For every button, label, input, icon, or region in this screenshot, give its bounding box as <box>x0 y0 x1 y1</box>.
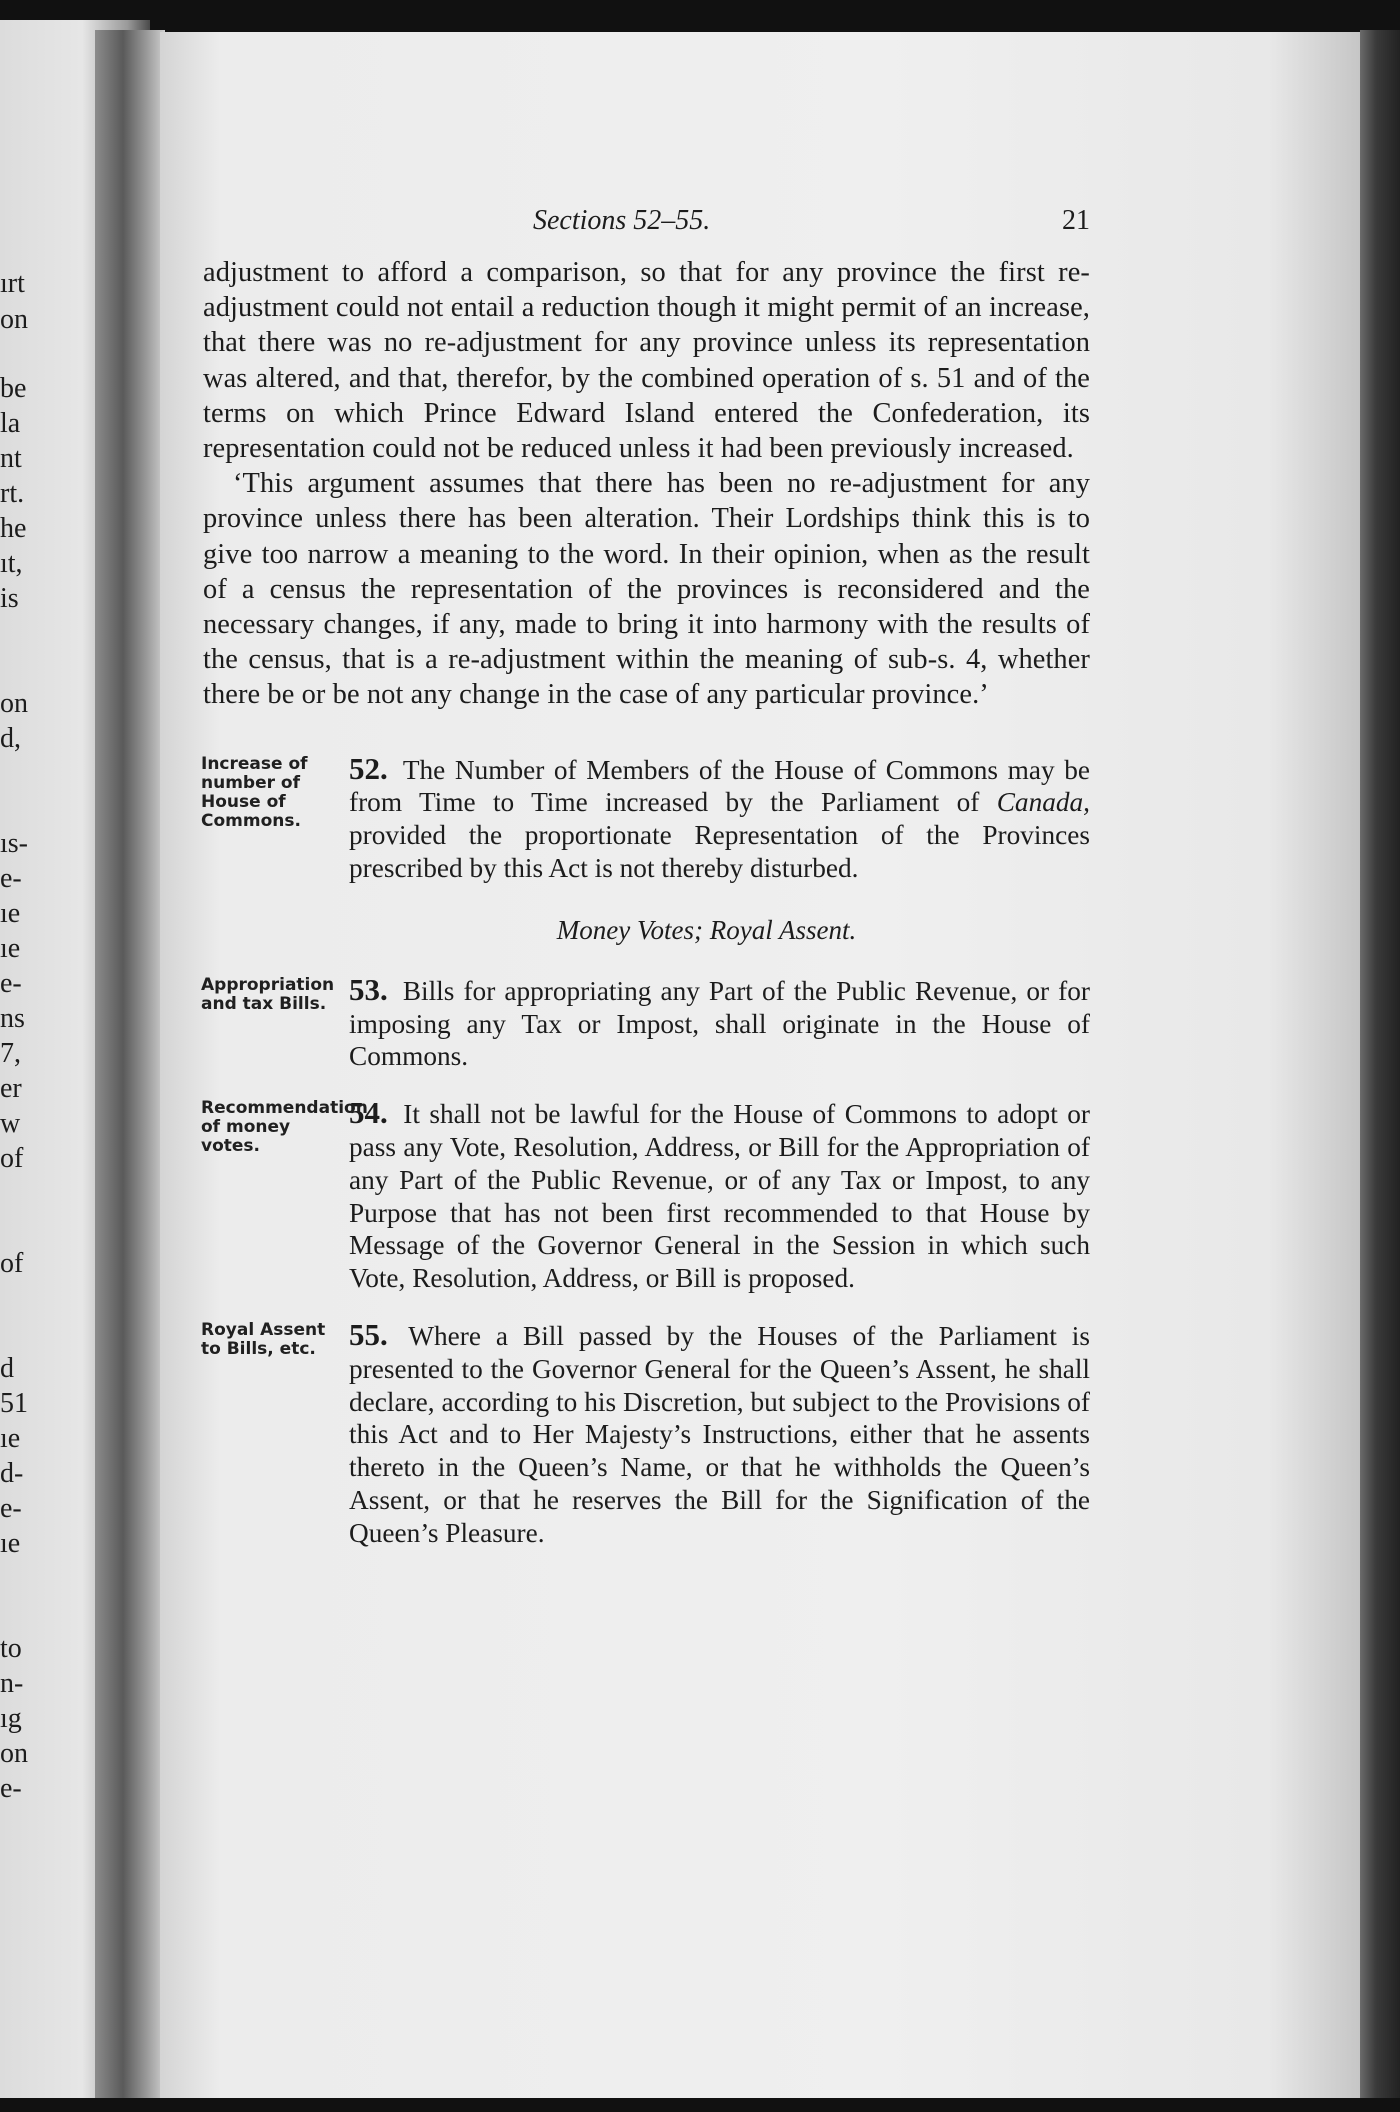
marginal-note: Recommendation of money votes. <box>201 1098 368 1157</box>
section-54 <box>203 1097 1090 1295</box>
section-text-part: The Number of Members of the House of Commons may be from Time to Time increased by the Parliament of <box>349 754 1090 818</box>
marginal-note: Royal Assent to Bills, etc. <box>201 1320 326 1359</box>
facing-page-fragment: on <box>0 304 28 335</box>
section-body: Bills for appropriating any Part of the Public Revenue, or for imposing any Tax or Impost, shall originate in the House of Commons. <box>349 975 1090 1072</box>
facing-page-fragment: ıe <box>0 1423 21 1454</box>
section-body: It shall not be lawful for the House of Commons to adopt or pass any Vote, Resolution, Address, or Bill for the Appropriation of any Part of the Public Revenue, or of any Tax or Impost, to any Purpose that has not been first recommended to that House by Message of the Governor General in the Session in which such Vote, Resolution, Address, or Bill is proposed. <box>349 1099 1090 1294</box>
page-content <box>203 205 1090 1550</box>
facing-page-fragment: d- <box>0 1458 24 1489</box>
section-number: 54. <box>349 1095 388 1131</box>
scan-top-border <box>0 0 1400 36</box>
scan-bottom-border <box>0 2098 1400 2112</box>
section-53 <box>201 971 1090 1073</box>
section-text <box>349 1097 1090 1295</box>
facing-page-fragment: ıe <box>0 898 21 929</box>
section-text <box>349 1319 1090 1550</box>
facing-page-fragment: ıs- <box>0 828 28 859</box>
facing-page-fragment: ıg <box>0 1703 22 1734</box>
page-edge-right <box>1360 30 1400 2100</box>
facing-page-fragment: 7, <box>0 1038 21 1069</box>
facing-page-fragment: of <box>0 1143 24 1174</box>
marginal-note: Appropriation and tax Bills. <box>201 974 335 1014</box>
facing-page-fragment: rt. <box>0 478 25 509</box>
facing-page-fragment: er <box>0 1073 22 1104</box>
section-number: 55. <box>349 1317 388 1352</box>
quoted-paragraph: ‘This argument assumes that there has been no re-adjustment for any province unless there has been alteration. Their Lordships think this is to give too narrow a meaning to the word. In their opinion, when as the result of a census the representation of the provinces is reconsidered and the necessary changes, if any, made to bring it into harmony with the results of the census, that is a re-adjustment within the meaning of sub-s. 4, whether there be or be not any change in the case of any particular province.’ <box>203 468 1090 711</box>
section-text <box>349 750 1090 885</box>
facing-page-fragment: d, <box>0 723 21 754</box>
facing-page-fragment: 51 <box>0 1388 28 1419</box>
section-body: Where a Bill passed by the Houses of the Parliament is presented to the Governor General for the Queen’s Assent, he shall declare, according to his Discretion, but subject to the Provisions of this Act and to Her Majesty’s Instructions, either that he assents thereto in the Queen’s Name, or that he withholds the Queen’s Assent, or that he reserves the Bill for the Signification of the Queen’s Pleasure. <box>349 1321 1090 1548</box>
facing-page-fragment: ns <box>0 1003 25 1034</box>
marginal-note: Increase of number of House of Commons. <box>201 753 308 831</box>
facing-page-fragment: w <box>0 1108 21 1139</box>
section-text-part: provided the proportionate Representation of the Provinces prescribed by this Act is not thereby disturbed. <box>349 820 1090 884</box>
section-text <box>349 971 1090 1073</box>
facing-page-fragment: on <box>0 688 28 719</box>
facing-page-fragment: e- <box>0 1773 22 1804</box>
continued-paragraph: adjustment to afford a comparison, so that for any province the first re-adjustment could not entail a reduction though it might permit of an increase, that there was no re-adjustment for any province unless its representation was altered, and that, therefor, by the combined operation of s. 51 and of the terms on which Prince Edward Island entered the Confederation, its representation could not be reduced unless it had been previously increased. <box>203 257 1090 465</box>
facing-page-fragment: n- <box>0 1668 24 1699</box>
facing-page-fragment: is <box>0 583 19 614</box>
running-header <box>203 205 1090 255</box>
facing-page-fragment: la <box>0 408 21 439</box>
section-number: 52. <box>349 750 388 786</box>
facing-page-fragment: be <box>0 373 27 404</box>
section-52 <box>201 750 1090 885</box>
section-number: 53. <box>349 971 388 1007</box>
section-text-italic: Canada, <box>996 787 1090 818</box>
facing-page-fragment: e- <box>0 863 22 894</box>
facing-page-fragment: nt <box>0 443 22 474</box>
running-title: Sections 52–55. <box>533 205 711 236</box>
facing-page-fragment: to <box>0 1633 22 1664</box>
facing-page-fragment: he <box>0 513 27 544</box>
facing-page-fragment: e- <box>0 1493 22 1524</box>
facing-page-fragment: ıe <box>0 1528 21 1559</box>
facing-page-fragment: d <box>0 1353 14 1384</box>
subheading: Money Votes; Royal Assent. <box>556 914 857 945</box>
facing-page-fragment: of <box>0 1248 24 1279</box>
facing-page-fragment: on <box>0 1738 28 1769</box>
facing-page-fragment: ıt, <box>0 548 23 579</box>
book-gutter <box>95 30 165 2100</box>
section-55 <box>203 1319 1090 1550</box>
facing-page-fragment: ırt <box>0 268 25 299</box>
facing-page-fragment: ıe <box>0 933 21 964</box>
facing-page-fragment: e- <box>0 968 22 999</box>
page-number: 21 <box>1062 205 1090 236</box>
